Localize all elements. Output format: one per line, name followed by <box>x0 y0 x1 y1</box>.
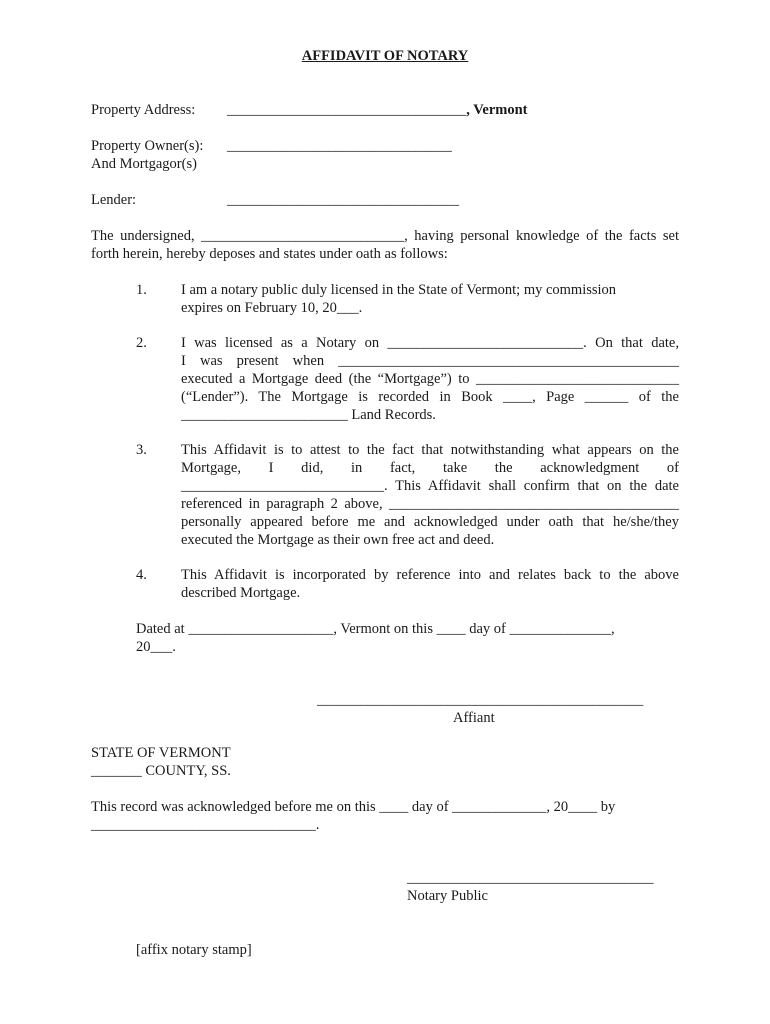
intro-line1: The undersigned, ____________________________, having personal knowledge of the facts set <box>91 228 679 244</box>
paragraph-line: I was licensed as a Notary on ___________________________. On that date, <box>181 335 679 351</box>
paragraph-3-number: 3. <box>136 442 147 458</box>
dated-line2: 20___. <box>136 639 176 655</box>
paragraph-2 <box>181 334 679 424</box>
acknowledgment-line1: This record was acknowledged before me on this ____ day of _____________, 20____ by <box>91 799 616 815</box>
county-line: _______ COUNTY, SS. <box>91 763 231 779</box>
paragraph-line: This Affidavit is incorporated by reference into and relates back to the above <box>181 567 679 583</box>
owner-blank: _______________________________ <box>227 138 452 154</box>
paragraph-line: (“Lender”). The Mortgage is recorded in Book ____, Page ______ of the <box>181 389 679 405</box>
property-address-blank: _________________________________ <box>227 102 467 118</box>
paragraph-2-number: 2. <box>136 335 147 351</box>
notary-public-label: Notary Public <box>407 888 488 904</box>
dated-line1: Dated at ____________________, Vermont on this ____ day of ______________, <box>136 621 615 637</box>
affiant-signature-line: _____________________________________________ <box>317 692 644 708</box>
paragraph-line: This Affidavit is to attest to the fact that notwithstanding what appears on the <box>181 442 679 458</box>
acknowledgment-line2: _______________________________. <box>91 817 320 833</box>
paragraph-3 <box>181 441 679 549</box>
paragraph-4-number: 4. <box>136 567 147 583</box>
paragraph-line: ____________________________. This Affidavit shall confirm that on the date <box>181 478 679 494</box>
paragraph-line: described Mortgage. <box>181 585 301 601</box>
paragraph-line: expires on February 10, 20___. <box>181 300 363 316</box>
notary-stamp-placeholder: [affix notary stamp] <box>136 942 252 958</box>
notary-signature-line: __________________________________ <box>407 870 654 886</box>
paragraph-line: executed a Mortgage deed (the “Mortgage”) to ____________________________ <box>181 371 679 387</box>
property-address-state: , Vermont <box>466 102 528 118</box>
paragraph-line: Mortgage, I did, in fact, take the acknowledgment of <box>181 460 679 476</box>
owner-label-line1: Property Owner(s): <box>91 138 204 154</box>
owner-label-line2: And Mortgagor(s) <box>91 156 197 172</box>
document-title: AFFIDAVIT OF NOTARY <box>301 48 469 64</box>
property-address-label: Property Address: <box>91 102 196 118</box>
state-of-vermont: STATE OF VERMONT <box>91 745 231 761</box>
lender-blank: ________________________________ <box>227 192 459 208</box>
intro-line2: forth herein, hereby deposes and states under oath as follows: <box>91 246 448 262</box>
paragraph-line: _______________________ Land Records. <box>181 407 436 423</box>
paragraph-line: I was present when _______________________________________________ <box>181 353 679 369</box>
paragraph-1-number: 1. <box>136 282 147 298</box>
paragraph-4 <box>181 566 679 602</box>
paragraph-line: I am a notary public duly licensed in the State of Vermont; my commission <box>181 282 617 298</box>
property-address-field <box>227 101 527 119</box>
paragraph-1 <box>181 281 679 317</box>
paragraph-line: referenced in paragraph 2 above, ________________________________________ <box>181 496 679 512</box>
paragraph-line: executed the Mortgage as their own free act and deed. <box>181 532 495 548</box>
lender-label: Lender: <box>91 192 137 208</box>
affiant-label: Affiant <box>453 710 495 726</box>
paragraph-line: personally appeared before me and acknowledged under oath that he/she/they <box>181 514 679 530</box>
